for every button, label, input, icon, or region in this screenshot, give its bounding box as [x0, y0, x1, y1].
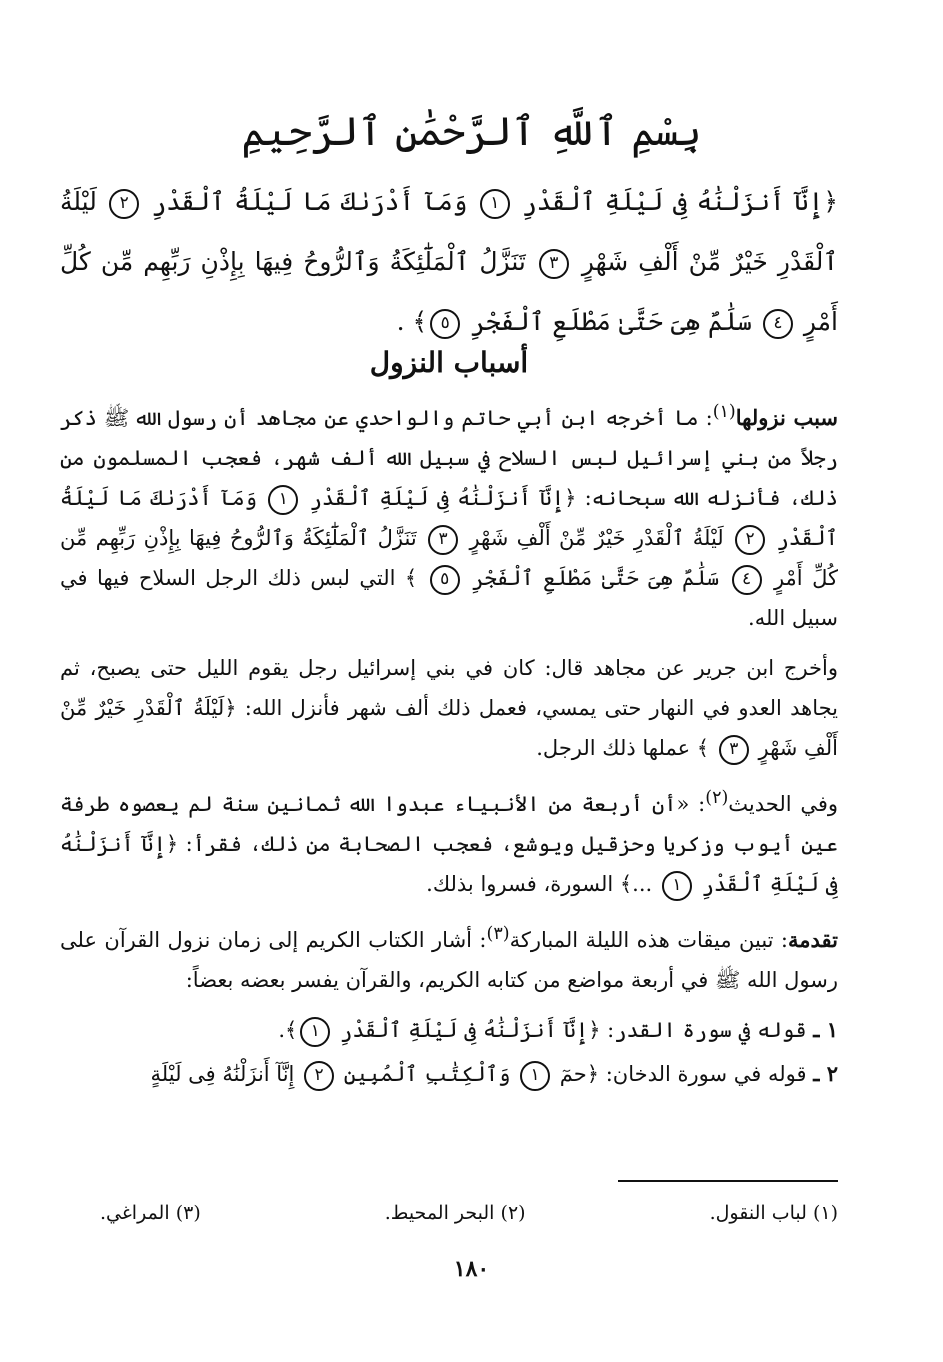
- list-text: قوله في سورة القدر: ﴿إِنَّآ أَنزَلْنَٰهُ فِى لَيْلَةِ ٱلْقَدْرِ: [340, 1018, 807, 1042]
- footnote-3: [100, 1198, 201, 1228]
- quoted-verse: تَنَزَّلُ ٱلْمَلَٰٓئِكَةُ وَٱلرُّوحُ فِيهَا بِإِذْنِ رَبِّهِم مِّن كُلِّ أَمْرٍ: [60, 526, 838, 590]
- list-item-1: [60, 1010, 838, 1050]
- footnote-2: [385, 1198, 526, 1228]
- list-text: قوله في سورة الدخان: ﴿حمٓ: [559, 1062, 807, 1086]
- paragraph-text: : تبين ميقات هذه الليلة المباركة: [509, 928, 789, 952]
- paragraph-introduction: [60, 914, 838, 1000]
- paragraph-text: ...﴾ السورة، فسروا بذلك.: [426, 872, 653, 896]
- paragraph-label: وفي الحديث: [728, 792, 839, 816]
- body-text: [60, 392, 838, 1098]
- paragraph-text: : «أن أربعة من الأنبياء عبدوا الله ثمانين سنة لم يعصوه طرفة عين أيوب وزكريا وحزقيل ويوشع، فعجب الصحابة من ذلك، فقرأ: ﴿إِنَّآ أَنزَلْنَٰهُ فِى لَيْلَةِ ٱلْقَدْرِ: [60, 792, 838, 896]
- footnote-number: (٣): [175, 1202, 201, 1224]
- footnotes: [100, 1198, 838, 1228]
- paragraph-text: : أشار الكتاب الكريم إلى زمان نزول القرآن على رسول الله ﷺ في أربعة مواضع من كتابه الكريم، والقرآن يفسر بعضه بعضاً:: [60, 928, 838, 992]
- footnote-number: (٢): [500, 1202, 526, 1224]
- verse-marker: ١: [520, 1061, 550, 1091]
- footnote-number: (١): [812, 1202, 838, 1224]
- verse-marker: ٥: [430, 565, 460, 595]
- bracket-close: ﴾ .: [396, 307, 428, 336]
- list-text: وَٱلْكِتَٰبِ ٱلْمُبِينِ: [343, 1062, 511, 1086]
- bracket-open: ﴿: [823, 187, 838, 216]
- list-item-2: [60, 1054, 838, 1094]
- verse-4: تَنَزَّلُ ٱلْمَلَٰٓئِكَةُ وَٱلرُّوحُ فِيهَا بِإِذْنِ رَبِّهِم مِّن كُلِّ أَمْرٍ: [60, 247, 838, 336]
- verse-marker-5: ٥: [430, 309, 460, 339]
- paragraph-text: وأخرج ابن جرير عن مجاهد قال: كان في بني إسرائيل رجل يقوم الليل حتى يصبح، ثم يجاهد العدو في النهار حتى يمسي، فعمل ذلك ألف شهر فأنزل الله: ﴿لَيْلَةُ ٱلْقَدْرِ خَيْرٌ مِّنْ أَلْفِ شَهْرٍ: [60, 656, 838, 760]
- paragraph-ibn-jarir: [60, 648, 838, 768]
- verse-marker: ٣: [719, 735, 749, 765]
- list-number: ٢ ـ: [813, 1061, 838, 1086]
- verse-2: وَمَآ أَدْرَىٰكَ مَا لَيْلَةُ ٱلْقَدْرِ: [151, 187, 468, 216]
- footnote-text: البحر المحيط.: [384, 1202, 495, 1224]
- quoted-verse: وَمَآ أَدْرَىٰكَ مَا لَيْلَةُ ٱلْقَدْرِ: [60, 486, 838, 550]
- verse-marker-2: ٢: [109, 189, 139, 219]
- verse-marker-3: ٣: [539, 249, 569, 279]
- verse-marker-4: ٤: [763, 309, 793, 339]
- footnote-ref: (١): [712, 402, 736, 422]
- verse-marker: ١: [300, 1017, 330, 1047]
- paragraph-label: تقدمة: [788, 927, 839, 952]
- page-number: ١٨٠: [453, 1256, 490, 1282]
- verse-marker: ٣: [428, 525, 458, 555]
- list-text-end: ﴾.: [278, 1018, 298, 1042]
- quoted-verse: لَيْلَةُ ٱلْقَدْرِ خَيْرٌ مِّنْ أَلْفِ شَهْرٍ: [469, 526, 724, 550]
- paragraph-label: سبب نزولها: [735, 405, 838, 430]
- verse-marker-1: ١: [480, 189, 510, 219]
- section-heading: أسباب النزول: [369, 346, 529, 379]
- list-text: إِنَّآ أَنزَلْنَٰهُ فِى لَيْلَةٍ: [150, 1062, 295, 1086]
- quoted-verse: سَلَٰمٌ هِىَ حَتَّىٰ مَطْلَعِ ٱلْفَجْرِ: [472, 566, 720, 590]
- footnote-ref: (٣): [486, 924, 510, 944]
- surah-text: [60, 172, 838, 352]
- verse-marker: ٢: [304, 1061, 334, 1091]
- footnote-ref: (٢): [705, 788, 729, 808]
- verse-5: سَلَٰمٌ هِىَ حَتَّىٰ مَطْلَعِ ٱلْفَجْرِ: [471, 307, 752, 336]
- verse-1: إِنَّآ أَنزَلْنَٰهُ فِى لَيْلَةِ ٱلْقَدْرِ: [522, 187, 824, 216]
- footnote-1: [710, 1198, 838, 1228]
- verse-marker: ١: [268, 485, 298, 515]
- paragraph-text: : ما أخرجه ابن أبي حاتم والواحدي عن مجاهد أن رسول الله ﷺ ذكر رجلاً من بني إسرائيل لبس السلاح في سبيل الله ألف شهر، فعجب المسلمون من ذلك، فأنزله الله سبحانه: ﴿إِنَّآ أَنزَلْنَٰهُ فِى لَيْلَةِ ٱلْقَدْرِ: [60, 406, 838, 510]
- paragraph-hadith: [60, 778, 838, 904]
- paragraph-text: ﴾ عملها ذلك الرجل.: [536, 736, 710, 760]
- verse-marker: ٤: [732, 565, 762, 595]
- verse-marker: ١: [662, 871, 692, 901]
- verse-marker: ٢: [735, 525, 765, 555]
- footnote-text: لباب النقول.: [709, 1202, 807, 1224]
- footnote-text: المراغي.: [100, 1202, 170, 1224]
- list-number: ١ ـ: [813, 1017, 838, 1042]
- basmala-heading: بِسْمِ ٱللَّهِ ٱلرَّحْمَٰنِ ٱلرَّحِيمِ: [241, 109, 702, 155]
- verse-3: لَيْلَةُ ٱلْقَدْرِ خَيْرٌ مِّنْ أَلْفِ شَهْرٍ: [60, 187, 838, 276]
- paragraph-cause: [60, 392, 838, 638]
- paragraph-text: ﴾ التي لبس ذلك الرجل السلاح فيها في سبيل الله.: [60, 566, 838, 630]
- footnote-divider: [618, 1180, 838, 1182]
